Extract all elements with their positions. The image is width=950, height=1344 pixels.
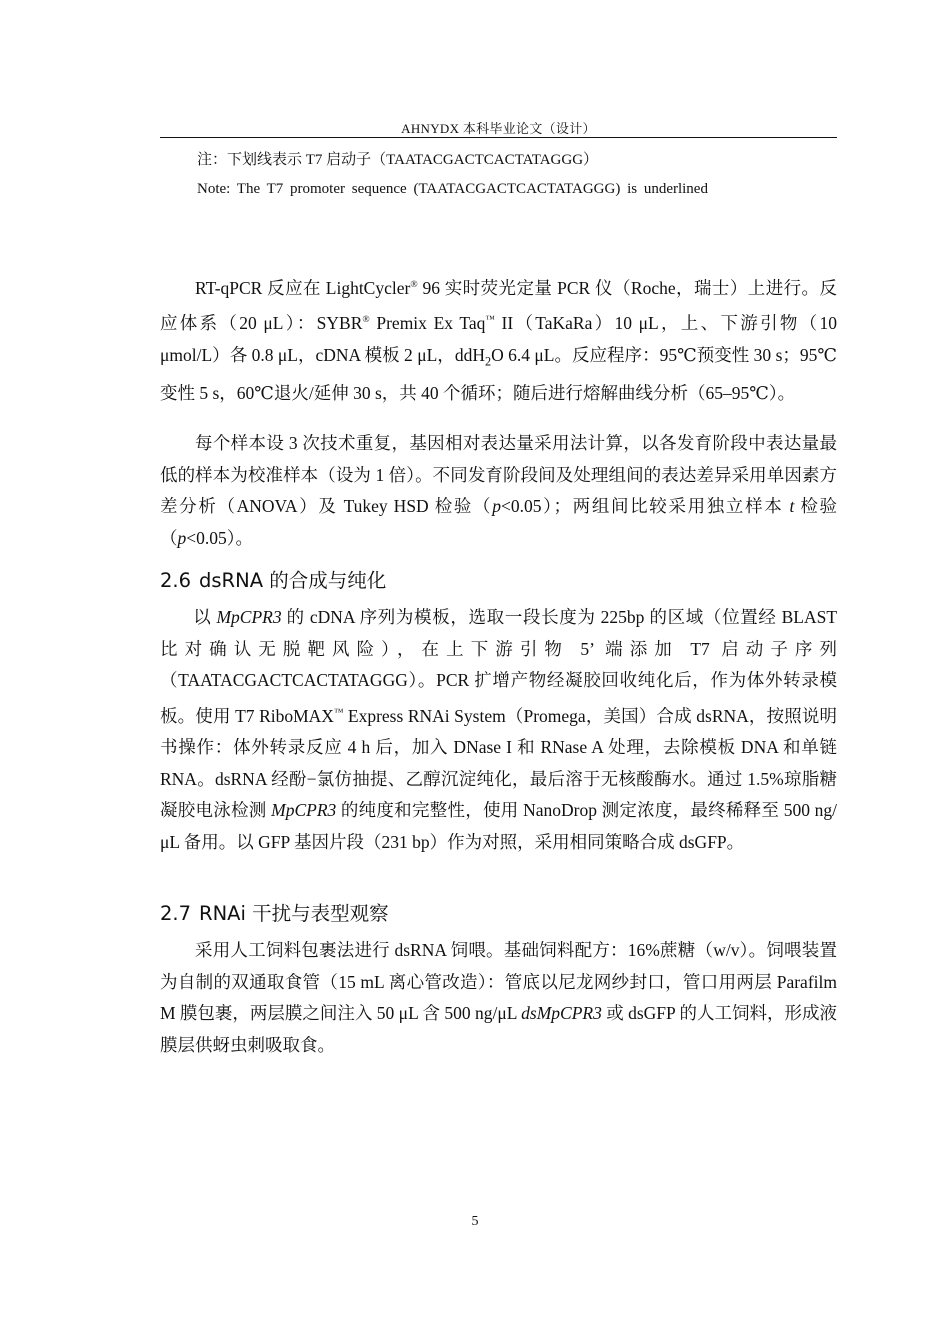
- note-chinese: 注：下划线表示 T7 启动子（TAATACGACTCACTATAGGG）: [197, 152, 599, 168]
- paragraph-rnai-feeding: 采用人工饲料包裹法进行 dsRNA 饲喂。基础饲料配方：16%蔗糖（w/v）。饲喂装置为自制的双通取食管（15 mL 离心管改造）：管底以尼龙网纱封口，管口用两层 Parafilm M 膜包裹，两层膜之间注入 50 μL 含 500 ng/μL dsMpCPR3 或 dsGFP 的人工饲料，形成液膜层供蚜虫刺吸取食。: [160, 940, 837, 1055]
- header-rule: [160, 137, 837, 138]
- note-english: Note: The T7 promoter sequence (TAATACGACTCACTATAGGG) is underlined: [197, 181, 708, 197]
- page-header: AHNYDX 本科毕业论文（设计）: [401, 121, 596, 136]
- page-number: 5: [471, 1214, 479, 1229]
- paragraph-rt-qpcr: RT-qPCR 反应在 LightCycler® 96 实时荧光定量 PCR 仪（Roche，瑞士）上进行。反应体系（20 μL）：SYBR® Premix Ex Taq™ II（TaKaRa）10 μL，上、下游引物（10 μmol/L）各 0.8 μL，cDNA 模板 2 μL，ddH$_2$O 6.4 μL。反应程序：95℃预变性 30 s；95℃变性 5 s，60℃退火/延伸 30 s，共 40 个循环；随后进行熔解曲线分析（65–95℃）。: [160, 277, 837, 403]
- section-heading-2-7: 2.7 RNAi 干扰与表型观察: [160, 902, 389, 925]
- paragraph-dsrna-synthesis: 以 MpCPR3 的 cDNA 序列为模板，选取一段长度为 225bp 的区域（位置经 BLAST 比对确认无脱靶风险），在上下游引物 5’ 端添加 T7 启动子序列（TAATACGACTCACTATAGGG）。PCR 扩增产物经凝胶回收纯化后，作为体外转录模板。使用 T7 RiboMAX™ Express RNAi System（Promega，美国）合成 dsRNA，按照说明书操作：体外转录反应 4 h 后，加入 DNase I 和 RNase A 处理，去除模板 DNA 和单链 RNA。dsRNA 经酚−氯仿抽提、乙醇沉淀纯化，最后溶于无核酸酶水。通过 1.5%琼脂糖凝胶电泳检测 MpCPR3 的纯度和完整性，使用 NanoDrop 测定浓度，最终稀释至 500 ng/μL 备用。以 GFP 基因片段（231 bp）作为对照，采用相同策略合成 dsGFP。: [160, 607, 838, 852]
- section-heading-2-6: 2.6 dsRNA 的合成与纯化: [160, 569, 387, 592]
- paragraph-statistics: 每个样本设 3 次技术重复，基因相对表达量采用法计算，以各发育阶段中表达量最低的样本为校准样本（设为 1 倍）。不同发育阶段间及处理组间的表达差异采用单因素方差分析（ANOVA）及 Tukey HSD 检验（p<0.05）；两组间比较采用独立样本 t 检验（p<0.05）。: [160, 433, 838, 548]
